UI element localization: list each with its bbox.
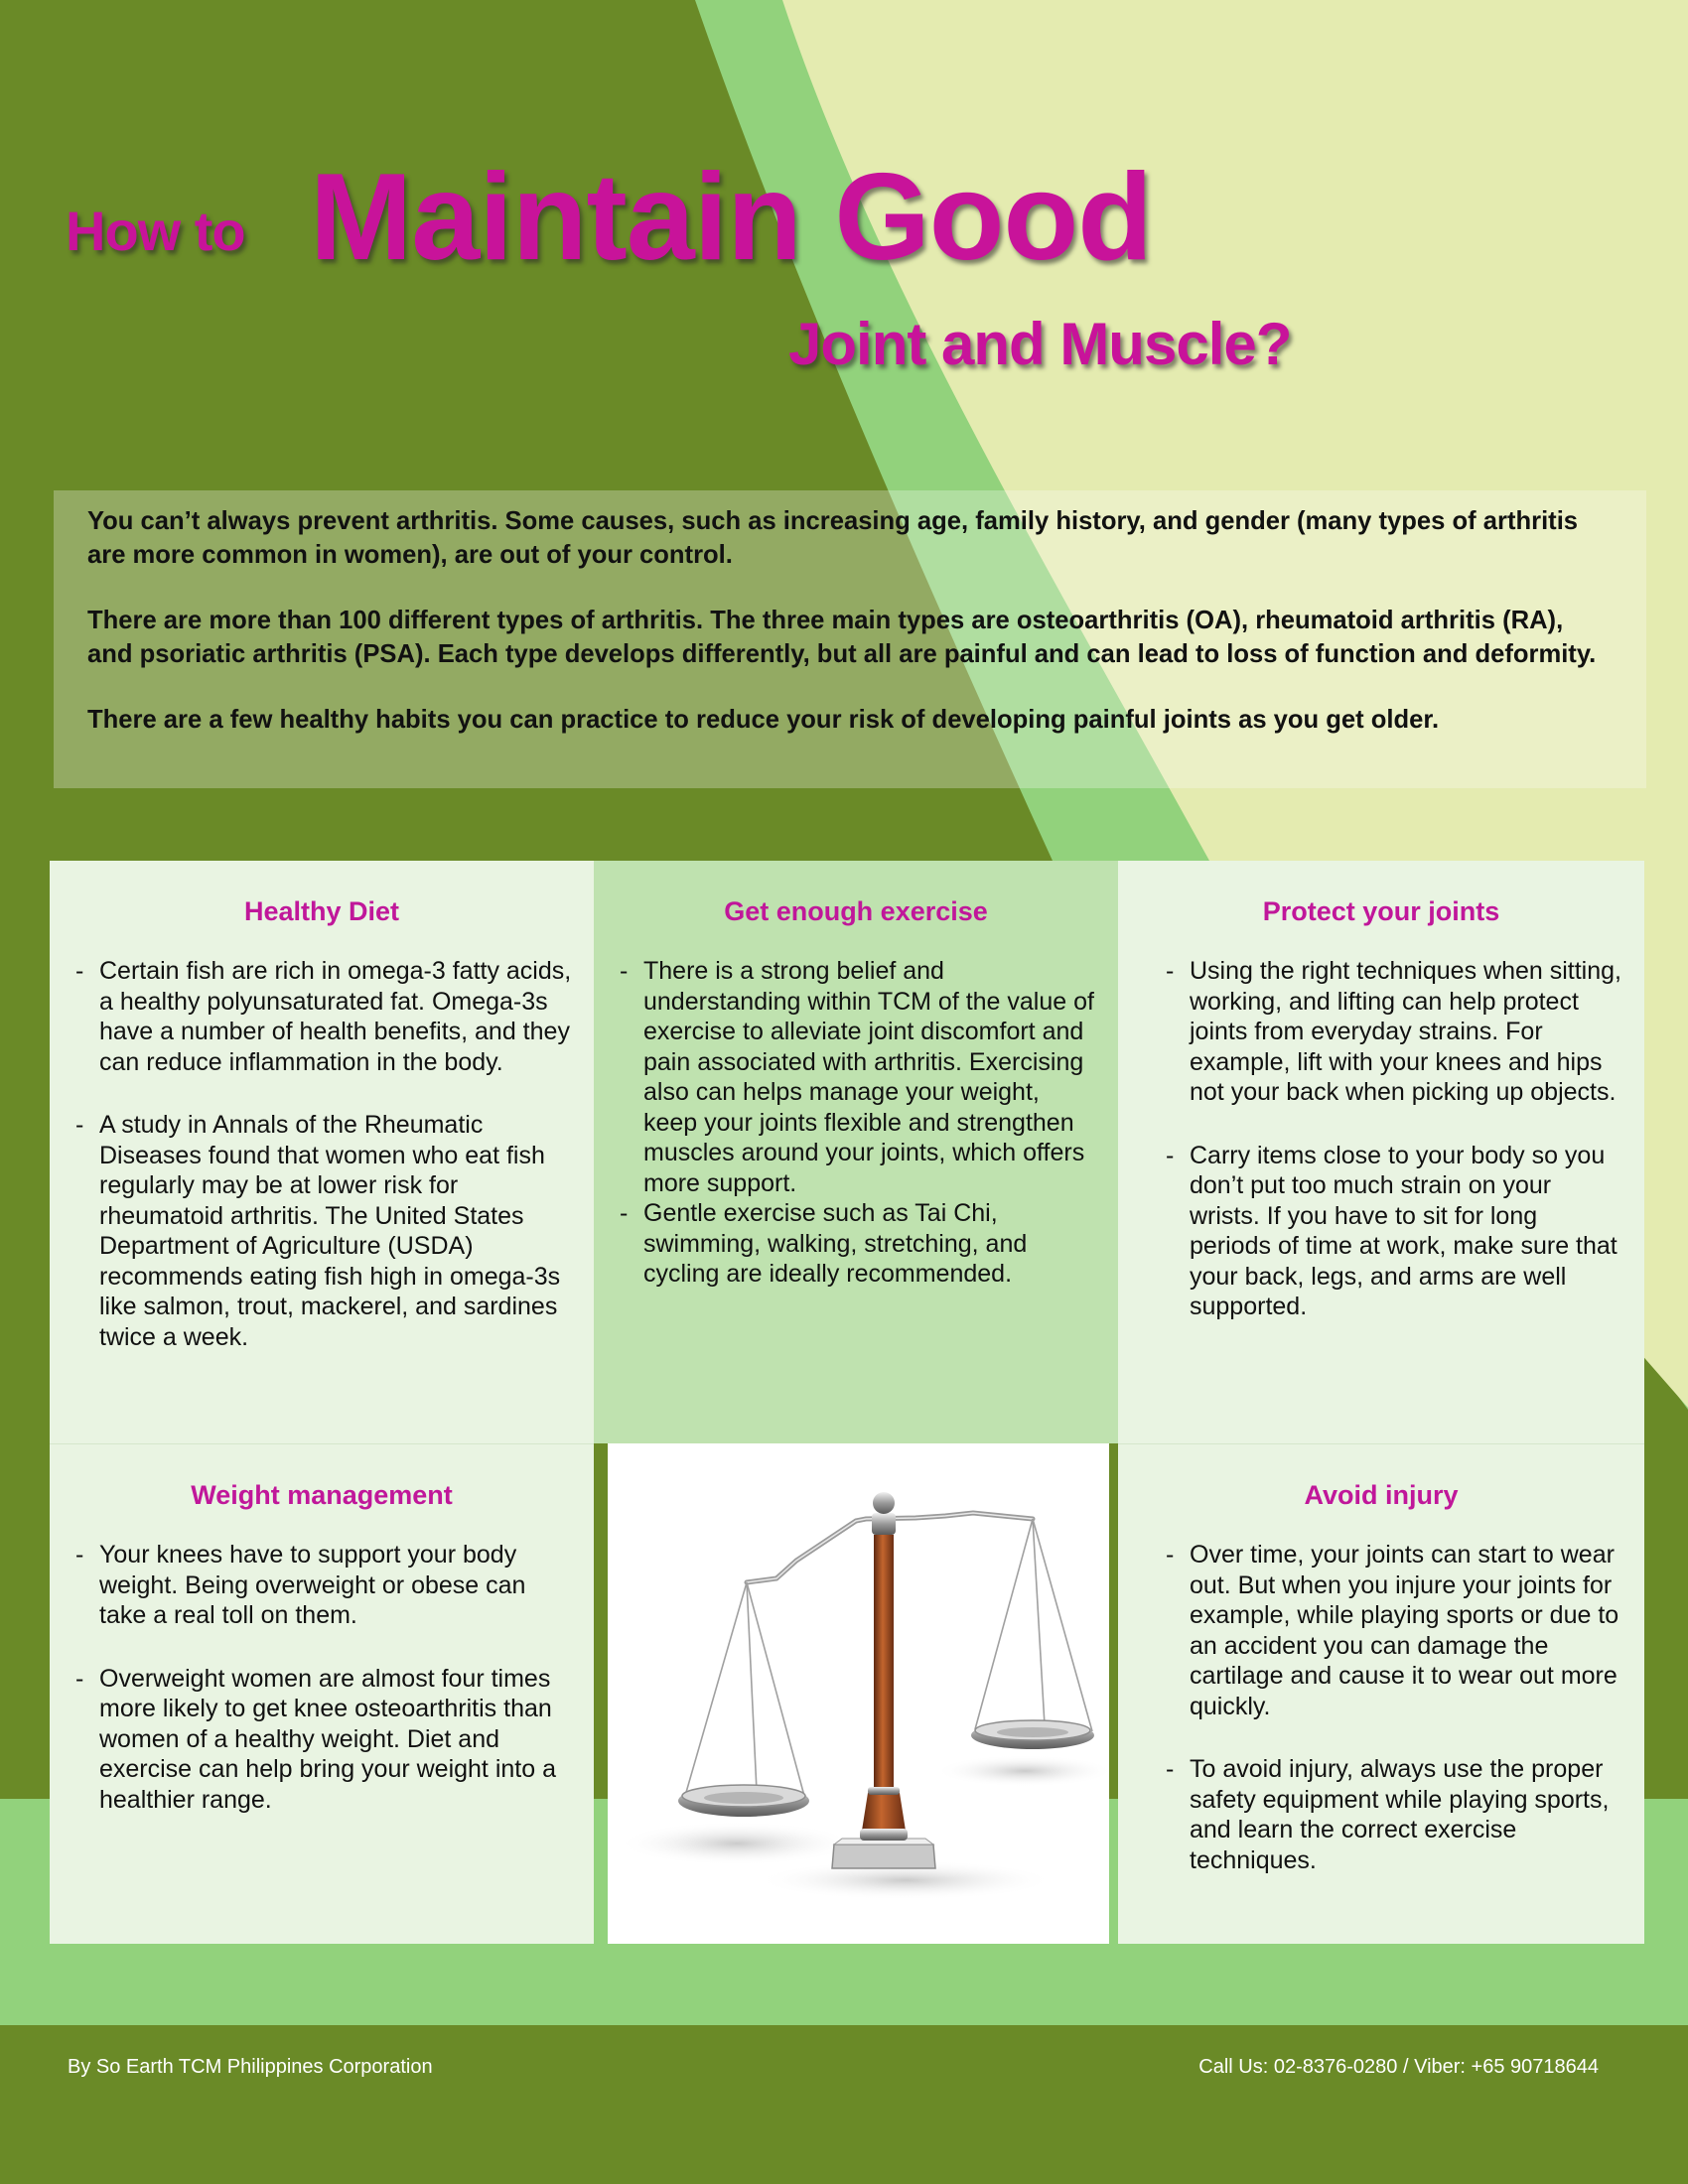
card-list xyxy=(75,1540,572,1815)
page-title: Maintain Good xyxy=(310,149,1153,286)
list-item: - Your knees have to support your body weight. Being overweight or obese can take a real toll on them. xyxy=(75,1540,572,1631)
intro-paragraph: There are a few healthy habits you can practice to reduce your risk of developing painful joints as you get older. xyxy=(87,706,1440,734)
card-heading: Healthy Diet xyxy=(243,896,400,926)
list-item: - There is a strong belief and understanding within TCM of the value of exercise to alleviate joint discomfort and pain associated with arthritis. Exercising also can helps manage your weight, keep your joints flexible and strengthen muscles around your joints, which offers more support. xyxy=(620,956,1096,1198)
card-heading: Weight management xyxy=(191,1480,453,1510)
page-subtitle: Joint and Muscle? xyxy=(788,311,1292,377)
list-item: - Carry items close to your body so you don’t put too much strain on your wrists. If you have to sit for long periods of time at work, make sure that your back, legs, and arms are well supported. xyxy=(1166,1141,1622,1322)
card-heading: Get enough exercise xyxy=(724,896,988,926)
scale-image-panel xyxy=(608,1443,1109,1944)
intro-paragraph: You can’t always prevent arthritis. Some causes, such as increasing age, family history, and gender (many types of arthritis are more common in women), are out of your control. xyxy=(87,507,1579,569)
card-avoid-injury xyxy=(1118,1443,1644,1944)
intro-box xyxy=(54,490,1646,788)
balance-scale-illustration xyxy=(608,1443,1109,1944)
intro-paragraph: There are more than 100 different types of arthritis. The three main types are osteoarthritis (OA), rheumatoid arthritis (RA), and psoriatic arthritis (PSA). Each type develops differently, but all are painful and can lead to loss of function and deformity. xyxy=(87,607,1597,668)
title-prefix: How to xyxy=(66,200,245,262)
card-healthy-diet xyxy=(50,861,594,1443)
list-item: - To avoid injury, always use the proper safety equipment while playing sports, and learn the correct exercise techniques. xyxy=(1166,1754,1622,1875)
list-item: - Using the right techniques when sitting, working, and lifting can help protect joints from everyday strains. For example, lift with your knees and hips not your back when picking up objects. xyxy=(1166,956,1622,1108)
card-list xyxy=(75,956,572,1352)
card-list xyxy=(620,956,1096,1290)
card-protect-joints xyxy=(1118,861,1644,1443)
card-heading: Protect your joints xyxy=(1262,896,1500,926)
footer-bar xyxy=(0,2025,1688,2184)
card-list xyxy=(1166,1540,1622,1875)
list-item: - Certain fish are rich in omega-3 fatty acids, a healthy polyunsaturated fat. Omega-3s have a number of health benefits, and they can reduce inflammation in the body. xyxy=(75,956,572,1077)
list-item: - Gentle exercise such as Tai Chi, swimming, walking, stretching, and cycling are ideally recommended. xyxy=(620,1198,1096,1290)
card-exercise xyxy=(594,861,1118,1443)
footer-company: By So Earth TCM Philippines Corporation xyxy=(68,2056,433,2078)
card-weight-management xyxy=(50,1443,594,1944)
card-heading: Avoid injury xyxy=(1304,1480,1459,1510)
card-list xyxy=(1166,956,1622,1322)
footer-contact: Call Us: 02-8376-0280 / Viber: +65 90718644 xyxy=(1198,2056,1599,2078)
list-item: - Overweight women are almost four times more likely to get knee osteoarthritis than women of a healthy weight. Diet and exercise can help bring your weight into a healthier range. xyxy=(75,1664,572,1816)
list-item: - A study in Annals of the Rheumatic Diseases found that women who eat fish regularly may be at lower risk for rheumatoid arthritis. The United States Department of Agriculture (USDA) recommends eating fish high in omega-3s like salmon, trout, mackerel, and sardines twice a week. xyxy=(75,1110,572,1352)
list-item: - Over time, your joints can start to wear out. But when you injure your joints for example, while playing sports or due to an accident you can damage the cartilage and cause it to wear out more quickly. xyxy=(1166,1540,1622,1721)
